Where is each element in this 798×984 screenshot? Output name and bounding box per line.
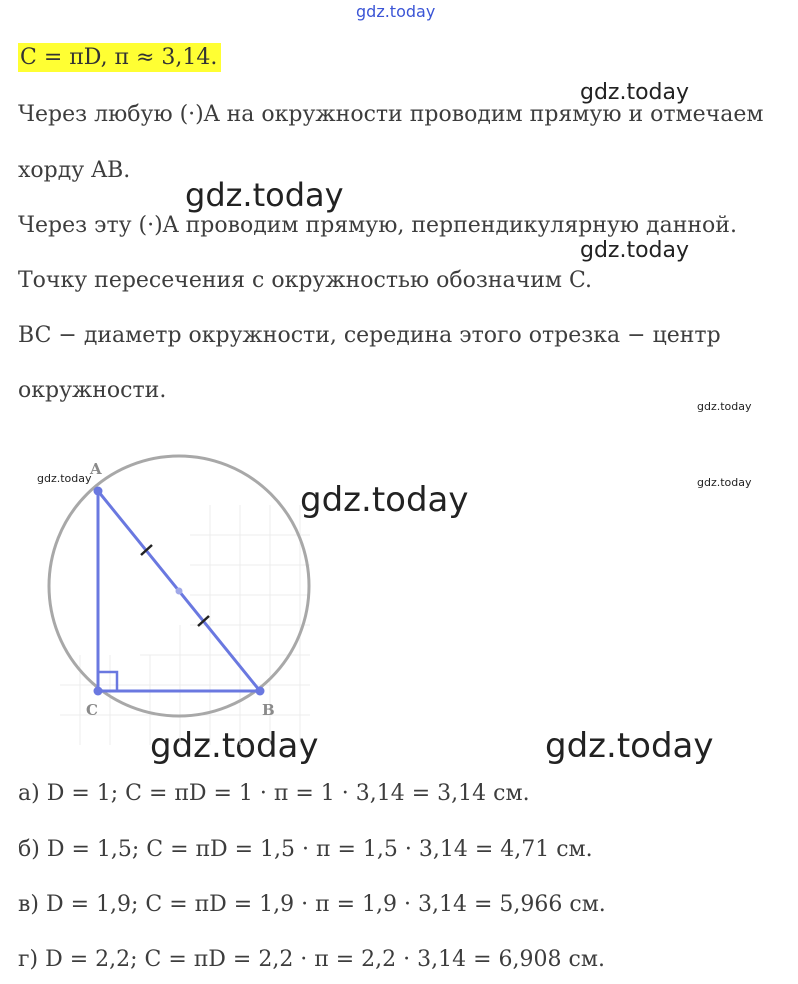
point-a [94,487,103,496]
point-c [94,687,103,696]
label-c: C [86,701,98,719]
watermark: gdz.today [185,176,344,214]
formula-highlight: C = πD, π ≈ 3,14. [18,43,221,72]
text-line-5: BC − диаметр окружности, середина этого отрезка − центр [18,323,721,348]
watermark: gdz.today [545,726,714,766]
text-line-2: хорду AB. [18,158,131,183]
text-line-4: Точку пересечения с окружностью обозначим C. [18,268,593,293]
watermark-top: gdz.today [356,2,436,21]
text-line-6: окружности. [18,378,167,403]
formula-line [18,44,221,72]
answer-v: в) D = 1,9; C = πD = 1,9 · π = 1,9 · 3,14 = 5,966 см. [18,892,606,917]
center-point [176,588,183,595]
watermark: gdz.today [697,476,752,489]
answer-b: б) D = 1,5; C = πD = 1,5 · π = 1,5 · 3,14 = 4,71 см. [18,837,593,862]
watermark: gdz.today [697,400,752,413]
watermark: gdz.today [580,80,690,105]
text-line-1: Через любую (·)A на окружности проводим прямую и отмечаем [18,102,764,127]
watermark: gdz.today [150,726,319,766]
watermark: gdz.today [37,472,92,485]
point-b [256,687,265,696]
watermark: gdz.today [580,238,690,263]
answer-a: а) D = 1; C = πD = 1 · π = 1 · 3,14 = 3,14 см. [18,781,530,806]
label-a: A [90,460,102,478]
text-line-3: Через эту (·)A проводим прямую, перпендикулярную данной. [18,213,737,238]
label-b: B [262,701,275,719]
circle-diagram [40,445,330,755]
watermark: gdz.today [300,480,469,520]
answer-g: г) D = 2,2; C = πD = 2,2 · π = 2,2 · 3,14 = 6,908 см. [18,947,605,972]
